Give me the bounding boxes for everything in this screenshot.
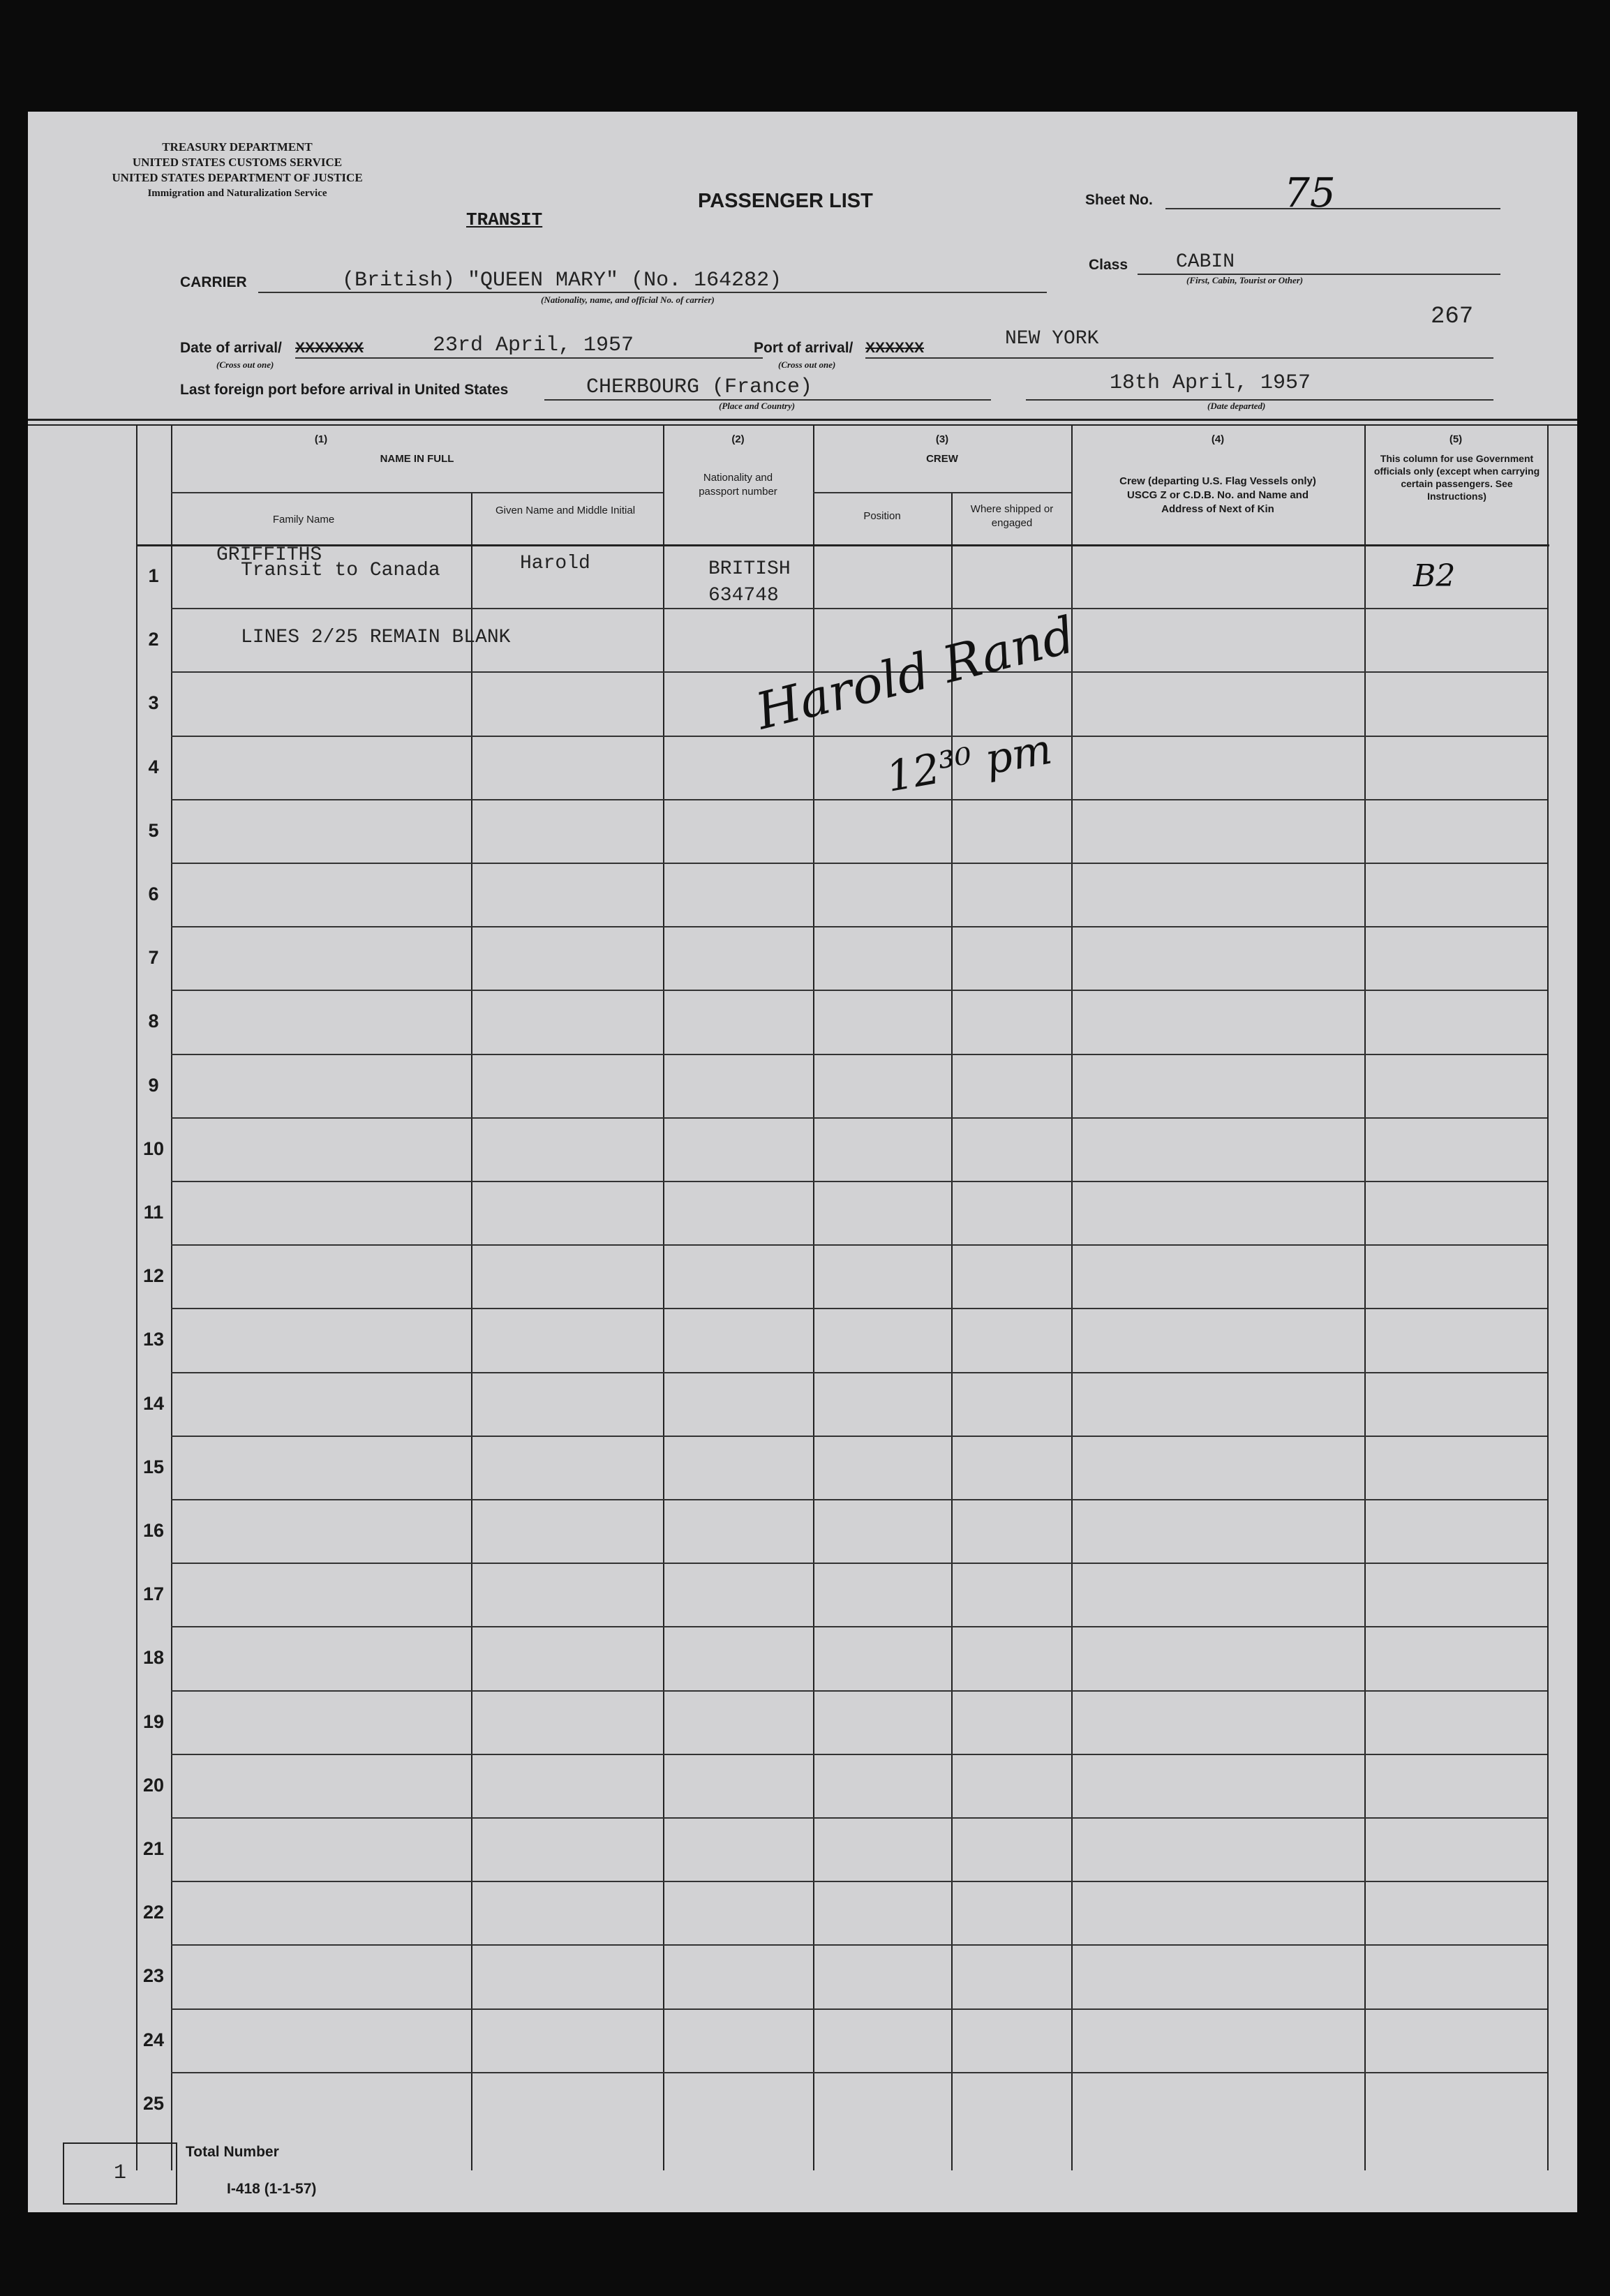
row-number: 15 (142, 1456, 165, 1477)
total-number-box (63, 2142, 177, 2205)
row-rule (171, 863, 1547, 864)
col1-title-text: NAME IN FULL (380, 453, 454, 465)
row-number: 20 (142, 1774, 165, 1796)
row1-transit-note: Transit to Canada (241, 560, 440, 581)
row1-officials-mark: B2 (1413, 558, 1456, 594)
departure-port-hint: (Place and Country) (719, 401, 796, 411)
row-number: 14 (142, 1392, 165, 1414)
col4-number: (4) (1211, 433, 1225, 445)
stamp-number: 267 (1431, 304, 1474, 330)
departure-date-hint: (Date departed) (1207, 401, 1266, 411)
departure-date-value: 18th April, 1957 (1110, 371, 1311, 395)
col4-title: Crew (departing U.S. Flag Vessels only) USCG Z or C.D.B. No. and Name and Address of Next of Kin (1119, 475, 1316, 515)
carrier-hint: (Nationality, name, and official No. of carrier) (541, 295, 715, 305)
row-number: 21 (142, 1838, 165, 1859)
dept-line: UNITED STATES DEPARTMENT OF JUSTICE (112, 171, 363, 184)
header-rule (136, 544, 1549, 546)
row2-remain-blank-note: LINES 2/25 REMAIN BLANK (241, 627, 511, 648)
row-rule (171, 1181, 1547, 1182)
port-arrival-underline (865, 357, 1493, 359)
class-hint: (First, Cabin, Tourist or Other) (1186, 275, 1304, 285)
row-rule (171, 1944, 1547, 1946)
dept-line: UNITED STATES CUSTOMS SERVICE (132, 156, 343, 169)
row-number: 18 (142, 1647, 165, 1669)
port-arrival-strike: XXXXXX (865, 340, 925, 356)
row-rule (171, 1881, 1547, 1882)
row-rule (171, 1563, 1547, 1564)
row-rule (171, 608, 1547, 609)
class-value: CABIN (1176, 251, 1235, 273)
row-rule (171, 1754, 1547, 1755)
row1-family-name: GRIFFITHS (216, 544, 322, 566)
col3a-heading: Position (863, 510, 901, 522)
date-arrival-hint: (Cross out one) (216, 359, 274, 370)
carrier-value: (British) "QUEEN MARY" (No. 164282) (342, 269, 782, 292)
carrier-label: CARRIER (180, 274, 247, 290)
row-number: 25 (142, 2092, 165, 2114)
row-number: 17 (142, 1583, 165, 1605)
col2-title: Nationality and passport number (699, 472, 777, 498)
col3-title: CREW (926, 453, 958, 465)
col5-number: (5) (1449, 433, 1463, 445)
header-rule (171, 492, 663, 493)
row-rule (171, 1626, 1547, 1627)
row-number: 12 (142, 1265, 165, 1287)
dept-line: Immigration and Naturalization Service (147, 188, 327, 199)
col1a-heading: Family Name (272, 514, 335, 525)
column-rule (1071, 426, 1073, 2170)
separator-line (28, 419, 1577, 421)
departure-label: Last foreign port before arrival in United States (180, 382, 509, 398)
row-rule (171, 1690, 1547, 1692)
sheet-number: 75 (1284, 169, 1336, 216)
row-number: 23 (142, 1965, 165, 1987)
row-number: 8 (148, 1011, 159, 1032)
row-number: 7 (148, 947, 159, 969)
row-number: 11 (143, 1202, 164, 1223)
row-rule (171, 2072, 1547, 2073)
row1-given-name: Harold (520, 553, 590, 574)
row-number: 10 (142, 1138, 165, 1159)
sheet-label: Sheet No. (1085, 192, 1153, 208)
total-number-value: 1 (113, 2161, 126, 2185)
col1-title (171, 433, 663, 466)
row-rule (171, 1117, 1547, 1119)
row-number: 22 (142, 1902, 165, 1923)
departure-port-value: CHERBOURG (France) (586, 375, 813, 399)
header-rule (813, 492, 1071, 493)
col3-number: (3) (935, 433, 949, 445)
port-arrival-label: Port of arrival/ (754, 340, 854, 356)
column-rule (471, 492, 472, 2170)
row-number: 13 (142, 1329, 165, 1350)
row-rule (171, 990, 1547, 991)
row-rule (171, 926, 1547, 927)
row-number: 4 (148, 756, 159, 777)
column-rule (663, 426, 664, 2170)
class-label: Class (1089, 257, 1128, 273)
date-arrival-label: Date of arrival/ (180, 340, 282, 356)
row-rule (171, 1372, 1547, 1373)
port-arrival-hint: (Cross out one) (778, 359, 836, 370)
date-arrival-strike: XXXXXXX (295, 340, 364, 356)
row1-nationality: BRITISH (708, 558, 791, 580)
form-title: PASSENGER LIST (698, 190, 873, 212)
dept-line: TREASURY DEPARTMENT (162, 140, 313, 154)
row-number: 3 (148, 692, 159, 714)
row-number: 9 (148, 1074, 159, 1096)
total-number-label: Total Number (186, 2144, 279, 2160)
transit-heading: TRANSIT (466, 209, 543, 230)
row1-passport: 634748 (708, 585, 779, 606)
row-rule (171, 1436, 1547, 1437)
column-rule (1364, 426, 1366, 2170)
row-rule (171, 1308, 1547, 1309)
handwritten-signature: Harold Rand (750, 605, 1081, 741)
column-rule (171, 426, 172, 2170)
row-rule (171, 1244, 1547, 1246)
col5-title: This column for use Government officials only (except when carrying certain passengers. See Instructions) (1373, 453, 1540, 502)
row-rule (171, 736, 1547, 737)
row-rule (171, 2008, 1547, 2010)
col1-number: (1) (314, 433, 328, 445)
col2-number: (2) (731, 433, 745, 445)
row-number: 5 (148, 819, 159, 841)
passenger-table (136, 426, 1549, 2170)
passenger-list-sheet (28, 112, 1577, 2212)
row-rule (171, 1499, 1547, 1500)
port-arrival-value: NEW YORK (1005, 328, 1099, 350)
col3b-heading: Where shipped or engaged (970, 503, 1054, 529)
col1b-heading: Given Name and Middle Initial (495, 505, 636, 516)
department-header (70, 140, 405, 201)
column-rule (1547, 426, 1549, 2170)
row-rule (171, 1054, 1547, 1055)
row-number: 24 (142, 2029, 165, 2050)
row-number: 19 (142, 1710, 165, 1732)
handwritten-time: 12³⁰ pm (883, 724, 1056, 802)
date-arrival-underline (295, 357, 763, 359)
form-number: I-418 (1-1-57) (227, 2181, 317, 2197)
date-arrival-value: 23rd April, 1957 (433, 334, 634, 357)
row-number: 1 (148, 565, 159, 586)
row-number: 16 (142, 1520, 165, 1541)
row-number: 2 (148, 629, 159, 650)
row-number: 6 (148, 884, 159, 904)
row-rule (171, 799, 1547, 800)
row-rule (171, 1817, 1547, 1819)
